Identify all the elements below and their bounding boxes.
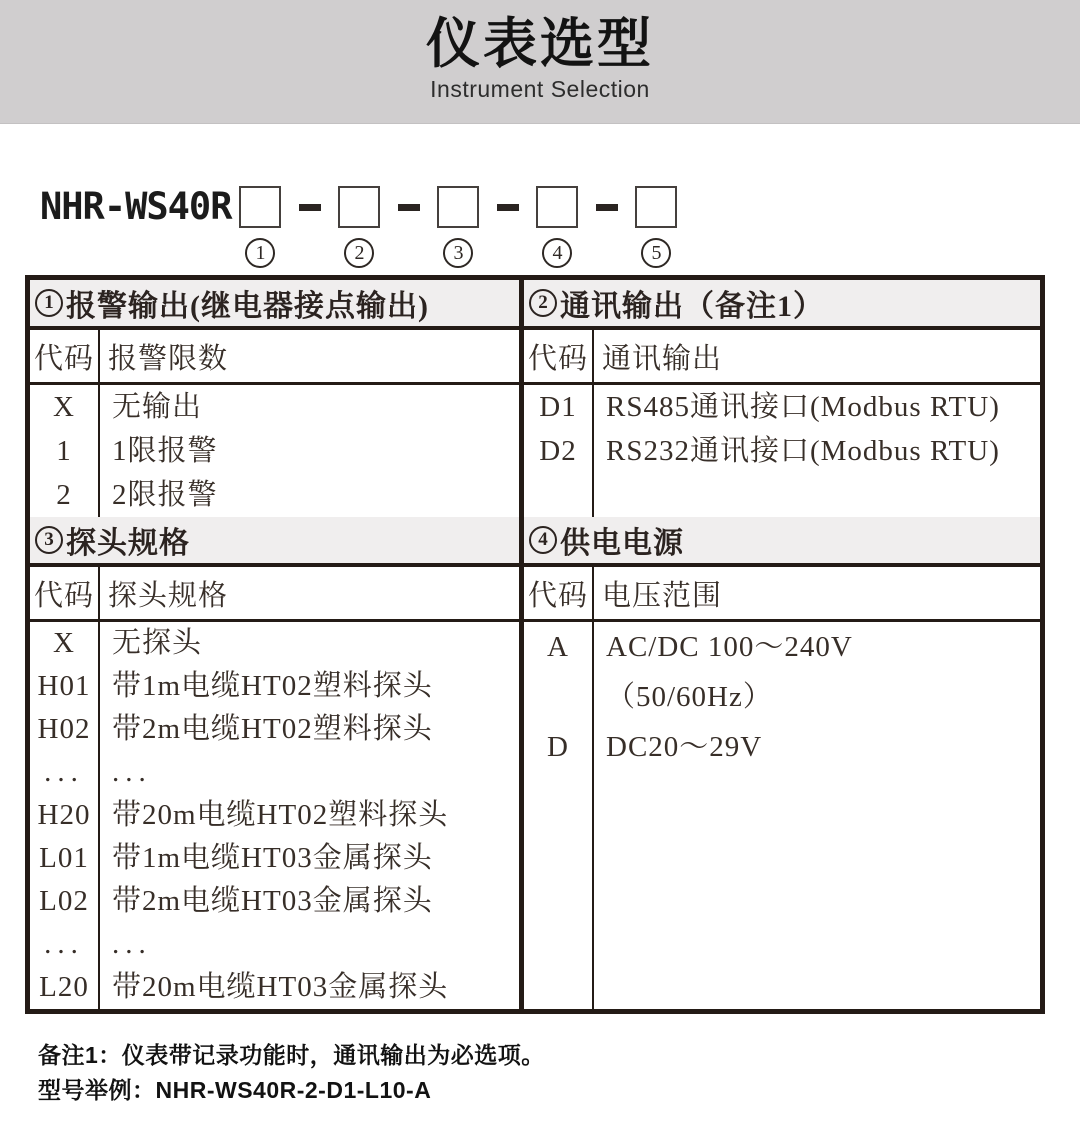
table-cell: 2	[56, 479, 72, 511]
model-slot-4	[536, 186, 578, 268]
desc-header-cell: 电压范围	[602, 579, 723, 612]
table-cell: RS232通讯接口(Modbus RTU)	[606, 435, 1000, 467]
table-cell: D	[547, 731, 569, 763]
dash-icon	[299, 204, 321, 211]
table-cell: D2	[539, 435, 577, 467]
model-slot-box-5	[635, 186, 677, 228]
section-1-number: 1	[44, 292, 54, 313]
model-slot-5	[635, 186, 677, 268]
section-1-title: 报警输出(继电器接点输出)	[66, 290, 429, 323]
model-example: 型号举例：NHR-WS40R-2-D1-L10-A	[38, 1077, 432, 1103]
table-cell: ...	[112, 928, 152, 960]
table-cell: 带1m电缆HT02塑料探头	[112, 670, 433, 702]
code-header-cell: 代码	[524, 330, 594, 382]
slot-number-1	[245, 238, 275, 268]
slot-number-5-label: 5	[651, 241, 662, 264]
table-cell: H01	[37, 670, 91, 702]
section-1-data	[30, 385, 519, 517]
section-2-number: 2	[538, 292, 548, 313]
table-cell: L02	[39, 885, 89, 917]
table-cell: H02	[37, 713, 91, 745]
slot-number-5	[641, 238, 671, 268]
section-4-code-column	[524, 622, 594, 1009]
section-comm-output-header	[524, 280, 1040, 330]
table-cell: A	[547, 631, 569, 663]
dash-separator	[578, 186, 635, 228]
section-4-number: 4	[538, 529, 548, 550]
section-1-code-column	[30, 385, 100, 517]
table-cell: X	[53, 391, 75, 423]
code-header-cell: 代码	[30, 567, 100, 619]
section-2-data	[524, 385, 1040, 517]
slot-number-4	[542, 238, 572, 268]
section-2-subheader	[524, 330, 1040, 385]
table-cell: ...	[44, 928, 84, 960]
section-3-number-badge	[35, 526, 63, 554]
section-power-supply-header	[524, 517, 1040, 567]
page-title: 仪表选型	[426, 14, 654, 74]
model-slot-1	[239, 186, 281, 268]
table-cell: 带2m电缆HT02塑料探头	[112, 713, 433, 745]
table-cell: X	[53, 627, 75, 659]
section-2-number-badge	[529, 289, 557, 317]
slot-number-4-label: 4	[552, 241, 563, 264]
section-4-subheader	[524, 567, 1040, 622]
section-3-subheader	[30, 567, 519, 622]
slot-number-3	[443, 238, 473, 268]
table-cell: ...	[44, 756, 84, 788]
section-3-title: 探头规格	[66, 527, 190, 560]
section-4-number-badge	[529, 526, 557, 554]
code-header-cell: 代码	[524, 567, 594, 619]
desc-header-cell: 报警限数	[108, 342, 229, 375]
table-cell: 带2m电缆HT03金属探头	[112, 885, 433, 917]
table-cell: 带20m电缆HT02塑料探头	[112, 799, 449, 831]
note-remark-1: 备注1：仪表带记录功能时，通讯输出为必选项。	[38, 1042, 545, 1068]
dash-separator	[281, 186, 338, 228]
table-cell: RS485通讯接口(Modbus RTU)	[606, 391, 1000, 423]
dash-separator	[479, 186, 536, 228]
section-3-desc-column	[100, 622, 519, 1009]
model-slot-2	[338, 186, 380, 268]
table-cell: AC/DC 100～240V	[606, 631, 853, 663]
slot-number-1-label: 1	[255, 241, 266, 264]
section-1-number-badge	[35, 289, 63, 317]
page-header	[0, 0, 1080, 124]
table-cell: D1	[539, 391, 577, 423]
desc-header-cell: 通讯输出	[602, 342, 723, 375]
table-cell: DC20～29V	[606, 731, 763, 763]
section-3-number: 3	[44, 529, 54, 550]
section-1-desc-column	[100, 385, 519, 517]
model-slot-3	[437, 186, 479, 268]
section-probe-spec-header	[30, 517, 519, 567]
section-4-data	[524, 622, 1040, 1009]
slot-number-2	[344, 238, 374, 268]
section-4-title: 供电电源	[560, 527, 684, 560]
model-builder	[40, 186, 1080, 268]
section-3-data	[30, 622, 519, 1009]
table-cell: ...	[112, 756, 152, 788]
table-cell: H20	[37, 799, 91, 831]
selection-table	[25, 275, 1045, 1014]
table-cell: L20	[39, 971, 89, 1003]
model-slot-box-3	[437, 186, 479, 228]
slot-number-3-label: 3	[453, 241, 464, 264]
code-header-cell: 代码	[30, 330, 100, 382]
table-cell: 带20m电缆HT03金属探头	[112, 971, 449, 1003]
table-right-half	[524, 280, 1040, 1009]
table-left-half	[30, 280, 524, 1009]
table-cell: 1限报警	[112, 435, 218, 467]
page-subtitle: Instrument Selection	[430, 76, 650, 102]
footer-notes	[38, 1038, 1080, 1108]
model-slot-box-4	[536, 186, 578, 228]
table-cell: 无输出	[112, 391, 203, 423]
table-cell: 2限报警	[112, 479, 218, 511]
section-alarm-output-header	[30, 280, 519, 330]
section-2-title: 通讯输出（备注1）	[560, 290, 824, 323]
model-prefix: NHR-WS40R	[40, 185, 232, 228]
table-cell: 带1m电缆HT03金属探头	[112, 842, 433, 874]
slot-number-2-label: 2	[354, 241, 365, 264]
table-cell: （50/60Hz）	[606, 681, 773, 713]
model-slot-box-1	[239, 186, 281, 228]
table-cell: L01	[39, 842, 89, 874]
model-slot-box-2	[338, 186, 380, 228]
dash-icon	[398, 204, 420, 211]
section-2-desc-column	[594, 385, 1040, 517]
dash-icon	[596, 204, 618, 211]
dash-separator	[380, 186, 437, 228]
table-cell: 1	[56, 435, 72, 467]
section-4-desc-column	[594, 622, 1040, 1009]
section-1-subheader	[30, 330, 519, 385]
section-2-code-column	[524, 385, 594, 517]
desc-header-cell: 探头规格	[108, 579, 229, 612]
dash-icon	[497, 204, 519, 211]
section-3-code-column	[30, 622, 100, 1009]
table-cell: 无探头	[112, 627, 203, 659]
